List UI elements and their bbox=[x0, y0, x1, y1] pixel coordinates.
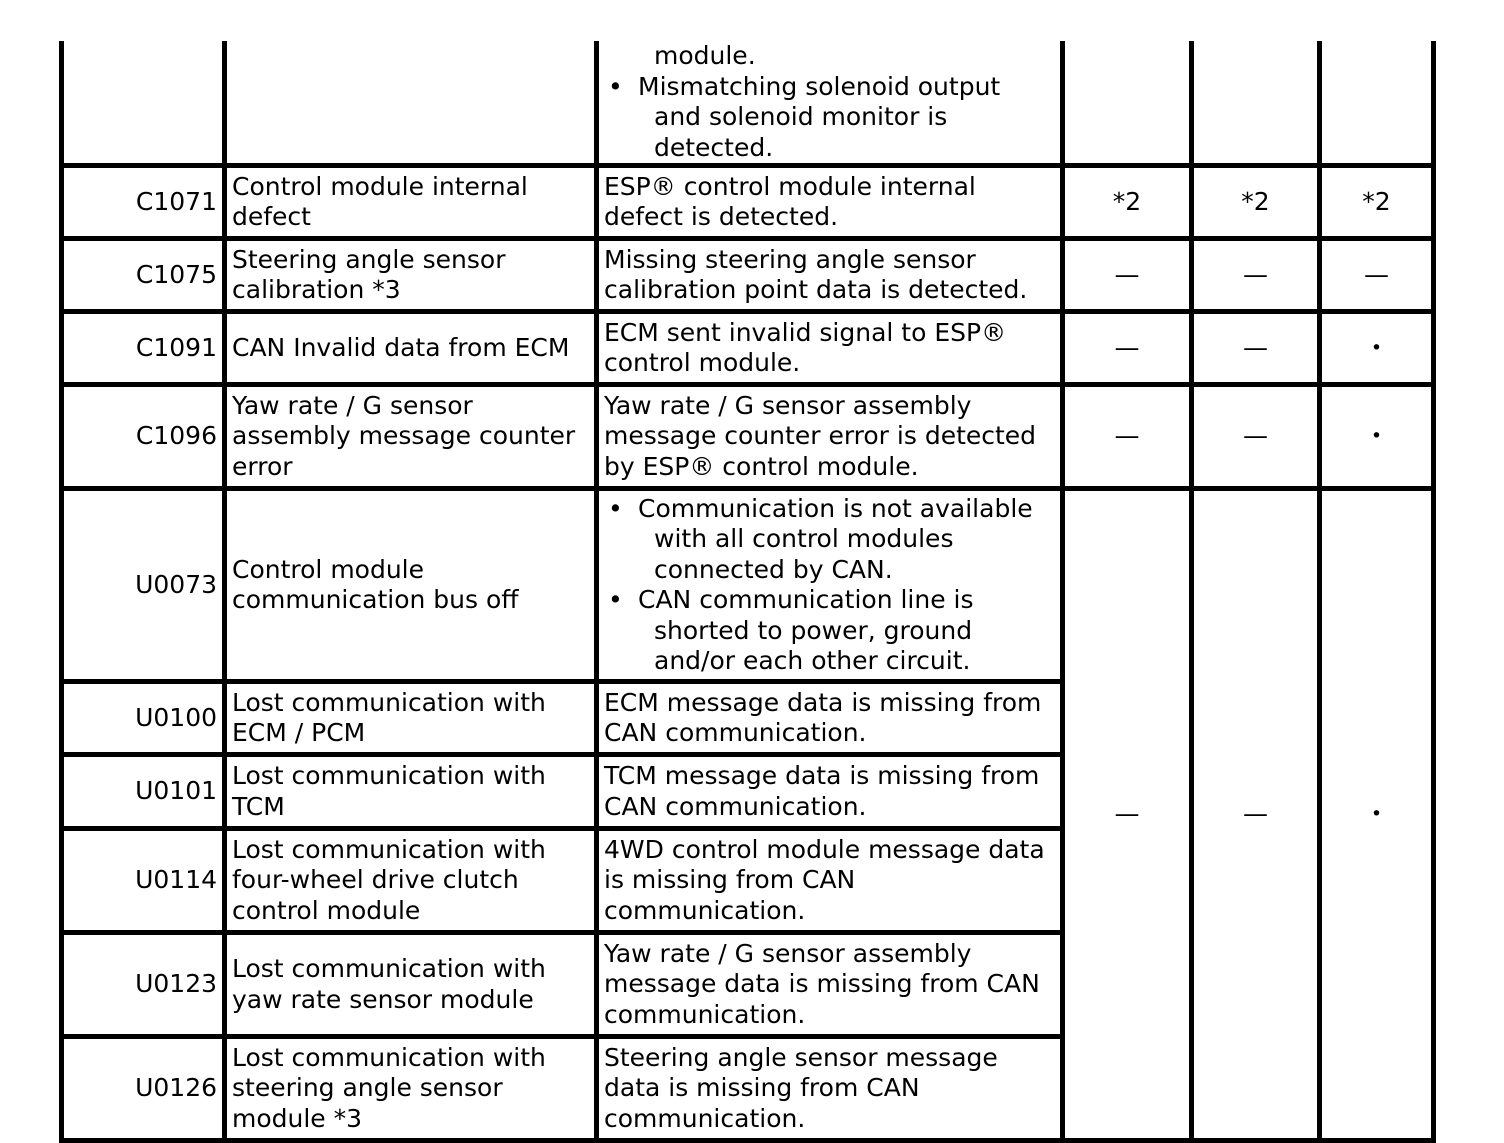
dtc-code-cell: U0126 bbox=[62, 1037, 225, 1141]
table-row bbox=[62, 41, 1434, 166]
mark-cell-3: • bbox=[1320, 385, 1434, 489]
mark-cell-3: • bbox=[1320, 312, 1434, 385]
mark-cell-2: — bbox=[1192, 312, 1320, 385]
detection-condition-cell: 4WD control module message data is missing from CAN communication. bbox=[597, 829, 1063, 933]
detection-condition-cell: Steering angle sensor message data is missing from CAN communication. bbox=[597, 1037, 1063, 1141]
dtc-code-cell bbox=[62, 41, 225, 166]
merged-mark-cell-3: • bbox=[1320, 489, 1434, 1141]
mark-cell-1: *2 bbox=[1063, 166, 1192, 239]
dtc-name-cell: Control module communication bus off bbox=[225, 489, 597, 682]
mark-cell-1 bbox=[1063, 41, 1192, 166]
detection-condition-cell: Yaw rate / G sensor assembly message counter error is detected by ESP® control module. bbox=[597, 385, 1063, 489]
mark-cell-3: *2 bbox=[1320, 166, 1434, 239]
table-row bbox=[62, 312, 1434, 385]
mark-cell-3: — bbox=[1320, 239, 1434, 312]
detection-condition-cell: ESP® control module internal defect is detected. bbox=[597, 166, 1063, 239]
condition-bullet-list bbox=[604, 72, 1055, 164]
dtc-code-cell: U0100 bbox=[62, 682, 225, 755]
detection-condition-cell: ECM message data is missing from CAN communication. bbox=[597, 682, 1063, 755]
condition-bullet: • Communication is not available with all control modules connected by CAN. bbox=[604, 494, 1055, 586]
merged-mark-cell-1: — bbox=[1063, 489, 1192, 1141]
detection-condition-cell bbox=[597, 489, 1063, 682]
dtc-name-cell: Lost communication with four-wheel drive clutch control module bbox=[225, 829, 597, 933]
dtc-name-cell: Lost communication with TCM bbox=[225, 755, 597, 829]
dtc-code-cell: U0114 bbox=[62, 829, 225, 933]
mark-cell-3 bbox=[1320, 41, 1434, 166]
dtc-name-cell: Control module internal defect bbox=[225, 166, 597, 239]
mark-cell-1: — bbox=[1063, 385, 1192, 489]
dtc-name-cell: Lost communication with yaw rate sensor module bbox=[225, 933, 597, 1037]
table-row bbox=[62, 239, 1434, 312]
dtc-code-cell: U0123 bbox=[62, 933, 225, 1037]
mark-cell-2: *2 bbox=[1192, 166, 1320, 239]
condition-bullet: • CAN communication line is shorted to power, ground and/or each other circuit. bbox=[604, 585, 1055, 677]
mark-cell-2: — bbox=[1192, 385, 1320, 489]
condition-bullet: • Mismatching solenoid output and solenoid monitor is detected. bbox=[604, 72, 1055, 164]
dtc-code-cell: C1091 bbox=[62, 312, 225, 385]
detection-condition-cell: ECM sent invalid signal to ESP® control module. bbox=[597, 312, 1063, 385]
mark-cell-2: — bbox=[1192, 239, 1320, 312]
detection-condition-cell: Missing steering angle sensor calibration point data is detected. bbox=[597, 239, 1063, 312]
dtc-name-cell: Lost communication with steering angle sensor module *3 bbox=[225, 1037, 597, 1141]
merged-mark-cell-2: — bbox=[1192, 489, 1320, 1141]
detection-condition-cell bbox=[597, 41, 1063, 166]
condition-bullet-list bbox=[604, 494, 1055, 677]
dtc-code-cell: U0101 bbox=[62, 755, 225, 829]
dtc-code-cell: C1096 bbox=[62, 385, 225, 489]
detection-condition-cell: Yaw rate / G sensor assembly message data is missing from CAN communication. bbox=[597, 933, 1063, 1037]
dtc-name-cell: CAN Invalid data from ECM bbox=[225, 312, 597, 385]
dtc-code-cell: U0073 bbox=[62, 489, 225, 682]
table-row bbox=[62, 489, 1434, 682]
table-row bbox=[62, 166, 1434, 239]
dtc-code-cell: C1075 bbox=[62, 239, 225, 312]
dtc-table bbox=[59, 41, 1436, 1143]
condition-continuation-text: module. bbox=[654, 41, 756, 70]
dtc-code-cell: C1071 bbox=[62, 166, 225, 239]
mark-cell-1: — bbox=[1063, 239, 1192, 312]
dtc-name-cell: Yaw rate / G sensor assembly message counter error bbox=[225, 385, 597, 489]
mark-cell-2 bbox=[1192, 41, 1320, 166]
table-row bbox=[62, 385, 1434, 489]
dtc-name-cell: Steering angle sensor calibration *3 bbox=[225, 239, 597, 312]
mark-cell-1: — bbox=[1063, 312, 1192, 385]
dtc-name-cell bbox=[225, 41, 597, 166]
dtc-name-cell: Lost communication with ECM / PCM bbox=[225, 682, 597, 755]
detection-condition-cell: TCM message data is missing from CAN communication. bbox=[597, 755, 1063, 829]
